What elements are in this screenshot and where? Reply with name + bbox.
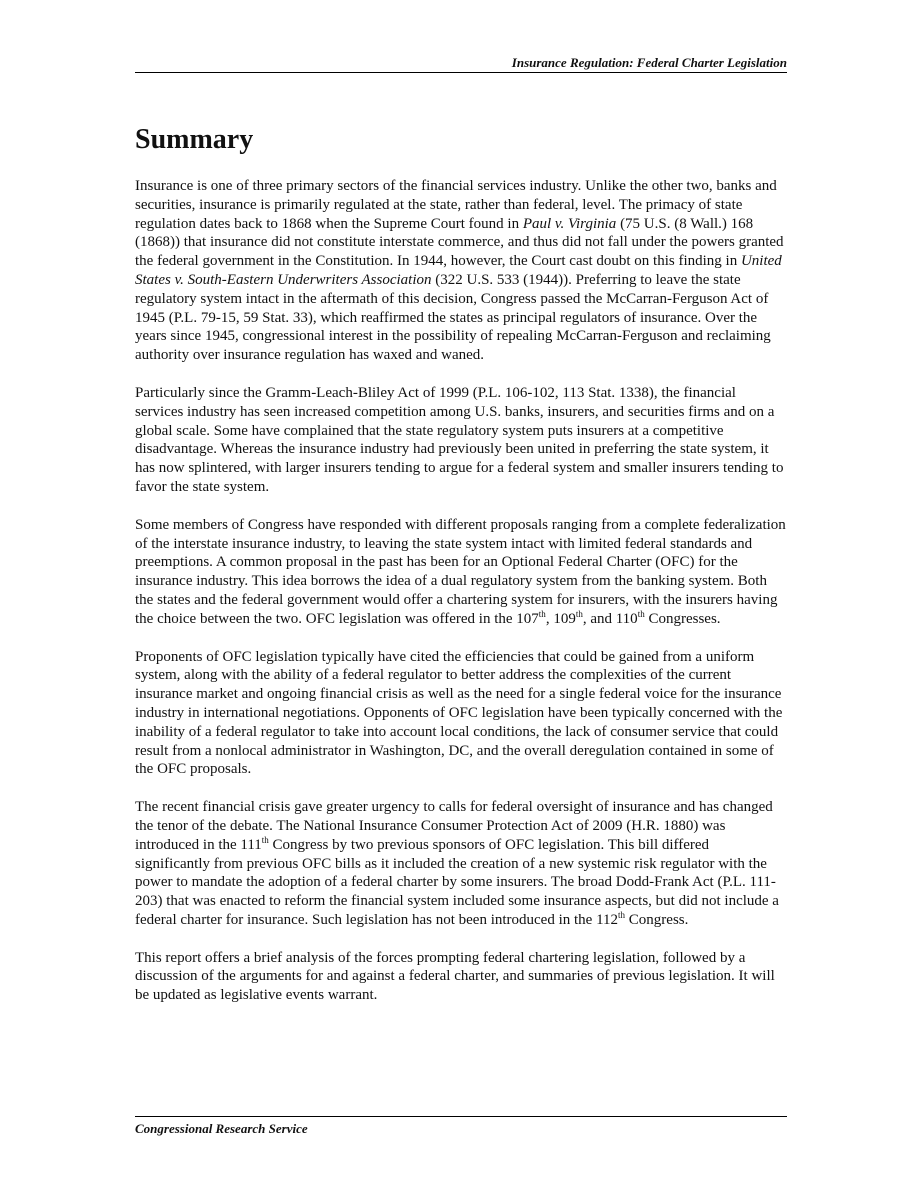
paragraph-4: Proponents of OFC legislation typically have cited the efficiencies that could be gained from a uniform system, along with the ability of a federal regulator to better address the complexities of the current insurance market and ongoing financial crisis as well as the need for a single federal voice for the insurance industry in international negotiations. Opponents of OFC legislation have been typically concerned with the inability of a federal regulator to take into account local conditions, the lack of consumer service that could result from a nonlocal administrator in Washington, DC, and the overall deregulation contained in some of the OFC proposals. <box>135 648 783 778</box>
case-citation: Paul v. Virginia <box>522 215 617 232</box>
paragraph-1: Insurance is one of three primary sectors of the financial services industry. Unlike the other two, banks and securities, insurance is primarily regulated at the state, rather than federal, level. The primacy of state regulation dates back to 1868 when the Supreme Court found in Paul v. Virginia (75 U.S. (8 Wall.) 168 (1868)) that insurance did not constitute interstate commerce, and thus did not fall under the powers granted the federal government in the Constitution. In 1944, however, the Court cast doubt on this finding in United States v. South-Eastern Underwriters Association (322 U.S. 533 (1944)). Preferring to leave the state regulatory system intact in the aftermath of this decision, Congress passed the McCarran-Ferguson Act of 1945 (P.L. 79-15, 59 Stat. 33), which reaffirmed the states as principal regulators of insurance. Over the years since 1945, congressional interest in the possibility of repealing McCarran-Ferguson and reclaiming authority over insurance regulation has waxed and waned. <box>135 178 784 364</box>
running-header: Insurance Regulation: Federal Charter Legislation <box>511 55 787 70</box>
page-title: Summary <box>135 124 254 155</box>
paragraph-3: Some members of Congress have responded with different proposals ranging from a complete federalization of the interstate insurance industry, to leaving the state system intact with limited federal standards and preemptions. A common proposal in the past has been for an Optional Federal Charter (OFC) for the insurance industry. This idea borrows the idea of a dual regulatory system from the banking system. Both the states and the federal government would offer a chartering system for insurers, with the insurers having the choice between the two. OFC legislation was offered in the 107th, 109th, and 110th Congresses. <box>135 516 786 627</box>
paragraph-5: The recent financial crisis gave greater urgency to calls for federal oversight of insurance and has changed the tenor of the debate. The National Insurance Consumer Protection Act of 2009 (H.R. 1880) was introduced in the 111th Congress by two previous sponsors of OFC legislation. This bill differed significantly from previous OFC bills as it included the creation of a new systemic risk regulator with the power to mandate the adoption of a federal charter by some insurers. The broad Dodd-Frank Act (P.L. 111-203) that was enacted to reform the financial system included some insurance aspects, but did not include a federal charter for insurance. Such legislation has not been introduced in the 112th Congress. <box>135 799 779 928</box>
paragraph-6: This report offers a brief analysis of the forces prompting federal chartering legislation, followed by a discussion of the arguments for and against a federal charter, and summaries of previous legislation. It will be updated as legislative events warrant. <box>135 949 775 1004</box>
header-rule <box>135 72 787 73</box>
paragraph-2: Particularly since the Gramm-Leach-Bliley Act of 1999 (P.L. 106-102, 113 Stat. 1338), the financial services industry has seen increased competition among U.S. banks, insurers, and securities firms and on a global scale. Some have complained that the state regulatory system puts insurers at a competitive disadvantage. Whereas the insurance industry had previously been united in preferring the state system, it has now splintered, with larger insurers tending to argue for a federal system and smaller insurers tending to favor the state system. <box>135 384 784 495</box>
footer-rule <box>135 1116 787 1117</box>
footer-text: Congressional Research Service <box>135 1121 308 1136</box>
case-citation: United States v. South-Eastern Underwriters Association <box>135 253 782 288</box>
summary-body <box>135 177 787 1024</box>
